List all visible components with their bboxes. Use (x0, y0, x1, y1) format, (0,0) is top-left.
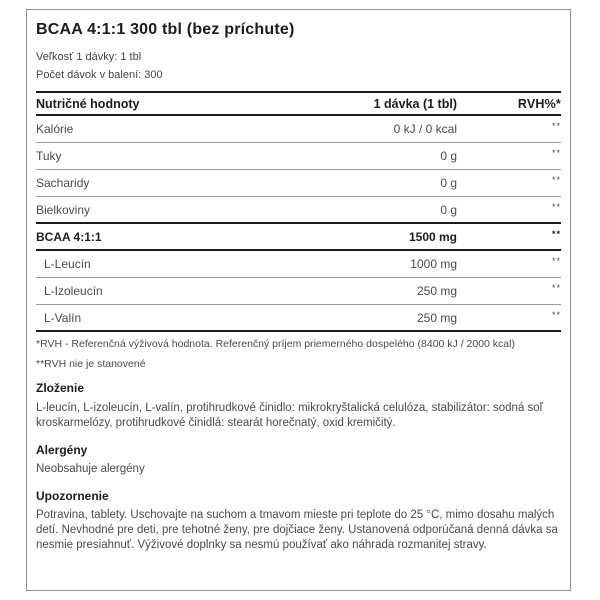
ingredients-section (36, 381, 561, 431)
ingredients-body: L-leucín, L-izoleucín, L-valín, protihrudkové činidlo: mikrokryštalická celulóza, stabilizátor: sodná soľ kroskarmelózy, protihrudkové činidlá: stearát horečnatý, oxid kremičitý. (36, 402, 544, 429)
row-value: 0 g (440, 149, 457, 163)
row-label: Kalórie (36, 122, 74, 136)
rvh-not-set-footnote: **RVH nie je stanovené (36, 358, 146, 370)
row-label: L-Izoleucín (44, 284, 103, 298)
table-row (36, 224, 561, 251)
header-value: 1 dávka (1 tbl) (373, 96, 457, 111)
row-label: Sacharidy (36, 176, 90, 190)
row-label: Bielkoviny (36, 202, 91, 217)
row-value: 0 kJ / 0 kcal (393, 122, 457, 136)
warning-section (36, 489, 561, 553)
table-row (36, 197, 561, 224)
header-label: Nutričné hodnoty (36, 96, 140, 111)
nutrition-table (36, 91, 561, 332)
row-value: 0 g (440, 202, 457, 217)
row-label: L-Valín (44, 310, 82, 325)
table-row (36, 251, 561, 278)
allergens-body: Neobsahuje alergény (36, 463, 145, 475)
table-row (36, 143, 561, 170)
row-label: L-Leucín (44, 257, 91, 271)
product-title: BCAA 4:1:1 300 tbl (bez príchute) (36, 21, 295, 38)
row-rvh: ** (551, 229, 561, 239)
warning-body: Potravina, tablety. Uschovajte na suchom a tmavom mieste pri teplote do 25 °C, mimo dosahu malých detí. Nevhodné pre deti, pre tehotné ženy, pre dojčiace ženy. Ustanovená odporúčaná denná dávka sa nesmie presiahnuť. Výživové doplnky sa nesmú používať ako náhrada rozmanitej stravy. (36, 509, 558, 551)
table-header-row (36, 91, 561, 116)
nutrition-label-panel (26, 9, 571, 591)
table-row (36, 116, 561, 143)
table-row (36, 170, 561, 197)
ingredients-heading: Zloženie (36, 381, 85, 395)
allergens-section (36, 443, 561, 477)
row-rvh: ** (551, 283, 561, 293)
row-value: 0 g (440, 176, 457, 190)
row-value: 1500 mg (408, 229, 457, 244)
row-value: 1000 mg (410, 257, 457, 271)
table-row (36, 305, 561, 332)
row-label: Tuky (36, 149, 62, 163)
row-label: BCAA 4:1:1 (36, 229, 102, 244)
warning-heading: Upozornenie (36, 489, 109, 503)
row-value: 250 mg (416, 310, 457, 325)
row-value: 250 mg (416, 284, 457, 298)
row-rvh: ** (551, 202, 561, 212)
row-rvh: ** (551, 148, 561, 158)
row-rvh: ** (551, 121, 561, 131)
row-rvh: ** (551, 175, 561, 185)
header-rvh: RVH%* (517, 96, 561, 111)
row-rvh: ** (551, 256, 561, 266)
table-row (36, 278, 561, 305)
serving-size-line: Veľkosť 1 dávky: 1 tbl (36, 51, 142, 63)
servings-per-pack-line: Počet dávok v balení: 300 (36, 69, 163, 81)
footnotes (36, 337, 561, 371)
rvh-definition-footnote: *RVH - Referenčná výživová hodnota. Referenčný príjem priemerného dospelého (8400 kJ / 2000 kcal) (36, 338, 515, 350)
allergens-heading: Alergény (36, 443, 88, 457)
row-rvh: ** (551, 310, 561, 320)
